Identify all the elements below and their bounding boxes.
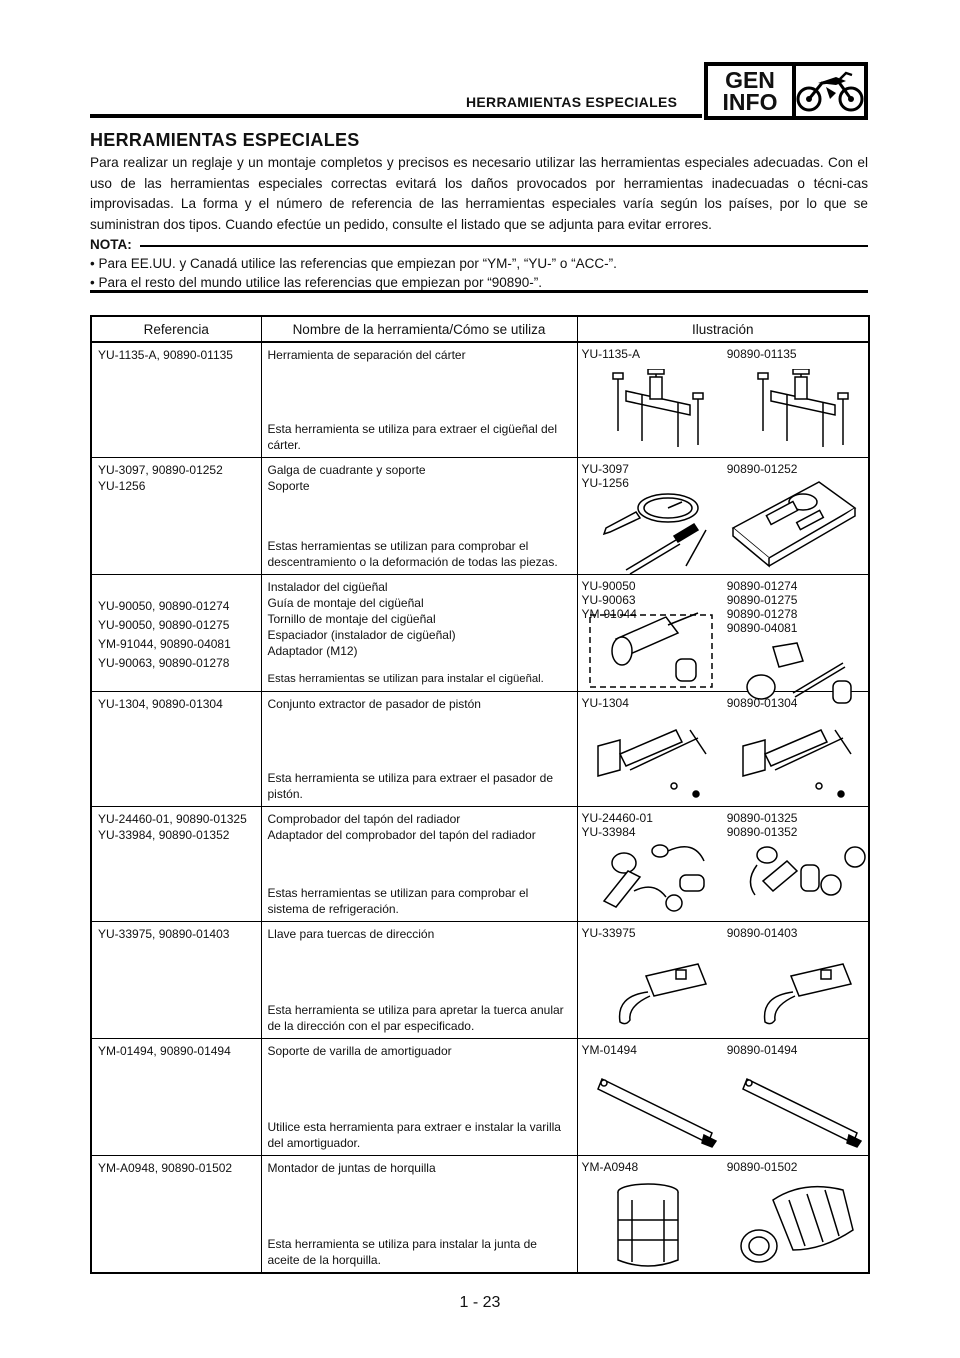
tool-usage-text: Estas herramientas se utilizan para comprobar el descentramiento o la deformación de todas las piezas. [267,539,558,569]
illustration-label: 90890-01275 [726,593,798,607]
tool-name-cell [261,807,577,922]
tool-name: Soporte [267,479,310,493]
illustration-us-tool [578,343,723,457]
illustration-label: 90890-01278 [726,607,798,621]
reference-number: YU-90050, 90890-01275 [98,618,230,632]
illustration-us-tool [578,458,723,574]
illustration-cell [577,342,869,458]
tool-usage-text: Utilice esta herramienta para extraer e instalar la varilla del amortiguador. [267,1120,561,1150]
illustration-intl-tool [723,922,868,1038]
illustration-label: YU-1135-A [581,347,640,361]
table-row [91,458,869,575]
illustration-label: 90890-01403 [726,926,798,940]
tool-name-cell [261,1156,577,1274]
illustration-label: 90890-01304 [726,696,798,710]
special-tools-table [90,315,870,1274]
reference-number: YM-01494, 90890-01494 [98,1044,231,1058]
illustration-intl-tool [723,1156,868,1272]
tool-name: Llave para tuercas de dirección [267,927,435,941]
nota-list [90,254,617,292]
tool-usage-text: Esta herramienta se utiliza para extraer el pasador de pistón. [267,771,553,801]
nota-item: • Para el resto del mundo utilice las referencias que empiezan por “90890-”. [90,273,617,292]
illustration-label: 90890-01274 [726,579,798,593]
table-row [91,342,869,458]
reference-number: YU-3097, 90890-01252 [98,463,223,477]
tool-name-cell [261,342,577,458]
illustration-cell [577,922,869,1039]
illustration-us-tool [578,1039,723,1155]
nota-label: NOTA: [90,237,132,252]
illustration-label: YU-90050 [581,579,636,593]
tool-name-cell [261,922,577,1039]
illustration-label: 90890-04081 [726,621,798,635]
illustration-label: YU-33975 [581,926,636,940]
tool-name-cell [261,1039,577,1156]
reference-cell [91,458,261,575]
badge-line-1: GEN [725,67,775,93]
table-row [91,922,869,1039]
illustration-us-tool [578,692,723,806]
illustration-cell [577,458,869,575]
illustration-label: YM-01494 [581,1043,637,1057]
reference-number: YU-1304, 90890-01304 [98,697,223,711]
illustration-intl-tool [723,692,868,806]
illustration-intl-tool [723,458,868,574]
reference-number: YU-24460-01, 90890-01325 [98,812,247,826]
tool-name: Espaciador (instalador de cigüeñal) [267,628,456,642]
nota-item: • Para EE.UU. y Canadá utilice las referencias que empiezan por “YM-”, “YU-” o “ACC-”. [90,254,617,273]
tool-name: Soporte de varilla de amortiguador [267,1044,452,1058]
badge-text [708,66,796,116]
table-row [91,1156,869,1274]
tool-usage-text: Esta herramienta se utiliza para instalar la junta de aceite de la horquilla. [267,1237,537,1267]
illustration-cell [577,1156,869,1274]
illustration-label: 90890-01352 [726,825,798,839]
intro-paragraph: Para realizar un reglaje y un montaje completos y precisos es necesario utilizar las herramientas especiales adecuadas. Con el uso de las herramientas especiales correctas evitará los daños provocados por herramientas inadecuadas o técni-cas improvisadas. La forma y el número de referencia de las herramientas especiales varía según los países, por lo que se suministran dos tipos. Cuando efectúe un pedido, consulte el listado que se adjunta para evitar errores. [90,155,868,232]
table-header-row [91,316,869,342]
illustration-us-tool [578,575,723,691]
illustration-label: YU-1304 [581,696,629,710]
illustration-intl-tool [723,575,868,691]
tool-name: Comprobador del tapón del radiador [267,812,461,826]
reference-cell [91,922,261,1039]
illustration-label: 90890-01135 [726,347,797,361]
tool-name: Galga de cuadrante y soporte [267,463,426,477]
col-header-reference: Referencia [91,316,261,342]
illustration-intl-tool [723,807,868,921]
illustration-cell [577,807,869,922]
reference-number: YU-33984, 90890-01352 [98,828,230,842]
tool-name-cell [261,692,577,807]
illustration-us-tool [578,807,723,921]
tool-name: Adaptador (M12) [267,644,358,658]
reference-number: YU-90050, 90890-01274 [98,599,230,613]
motorcycle-icon [796,66,864,116]
tool-name: Tornillo de montaje del cigüeñal [267,612,436,626]
page-number: 1 - 23 [459,1294,501,1311]
reference-number: YU-90063, 90890-01278 [98,656,230,670]
illustration-intl-tool [723,343,868,457]
reference-cell [91,342,261,458]
section-title: HERRAMIENTAS ESPECIALES [90,130,360,150]
illustration-label: 90890-01252 [726,462,798,476]
illustration-us-tool [578,922,723,1038]
col-header-illustration: Ilustración [577,316,869,342]
illustration-label: YM-91044 [581,607,637,621]
illustration-label: 90890-01325 [726,811,798,825]
tool-name: Montador de juntas de horquilla [267,1161,436,1175]
tool-name: Guía de montaje del cigüeñal [267,596,424,610]
nota-rule [140,245,868,247]
reference-cell [91,1039,261,1156]
gen-info-badge [704,62,868,120]
illustration-label: 90890-01494 [726,1043,798,1057]
illustration-label: YU-3097 [581,462,629,476]
reference-number: YU-1135-A, 90890-01135 [98,348,233,362]
illustration-label: 90890-01502 [726,1160,798,1174]
reference-number: YU-33975, 90890-01403 [98,927,230,941]
running-header-title: HERRAMIENTAS ESPECIALES [466,94,678,110]
reference-cell [91,575,261,692]
tool-name-cell [261,458,577,575]
header-rule [90,114,702,118]
nota-end-rule [90,290,868,293]
reference-number: YM-A0948, 90890-01502 [98,1161,233,1175]
illustration-label: YU-33984 [581,825,636,839]
table-row [91,692,869,807]
tool-usage-text: Estas herramientas se utilizan para instalar el cigüeñal. [267,673,544,685]
tool-usage-text: Esta herramienta se utiliza para extraer el cigüeñal del cárter. [267,422,557,452]
reference-number: YU-1256 [98,479,146,493]
tool-name: Adaptador del comprobador del tapón del radiador [267,828,536,842]
reference-cell [91,807,261,922]
illustration-us-tool [578,1156,723,1272]
col-header-name-use: Nombre de la herramienta/Cómo se utiliza [261,316,577,342]
badge-line-2: INFO [722,89,778,115]
illustration-cell [577,1039,869,1156]
illustration-label: YU-90063 [581,593,636,607]
illustration-intl-tool [723,1039,868,1155]
illustration-cell [577,692,869,807]
reference-cell [91,692,261,807]
illustration-label: YU-1256 [581,476,629,490]
table-row [91,807,869,922]
tool-usage-text: Esta herramienta se utiliza para apretar la tuerca anular de la dirección con el par especificado. [267,1003,564,1033]
tool-name-cell [261,575,577,692]
tool-name: Instalador del cigüeñal [267,580,388,594]
tool-name: Conjunto extractor de pasador de pistón [267,697,481,711]
reference-cell [91,1156,261,1274]
illustration-cell [577,575,869,692]
tool-name: Herramienta de separación del cárter [267,348,466,362]
illustration-label: YM-A0948 [581,1160,639,1174]
reference-number: YM-91044, 90890-04081 [98,637,231,651]
table-row [91,575,869,692]
illustration-label: YU-24460-01 [581,811,653,825]
tool-usage-text: Estas herramientas se utilizan para comprobar el sistema de refrigeración. [267,886,529,916]
table-row [91,1039,869,1156]
